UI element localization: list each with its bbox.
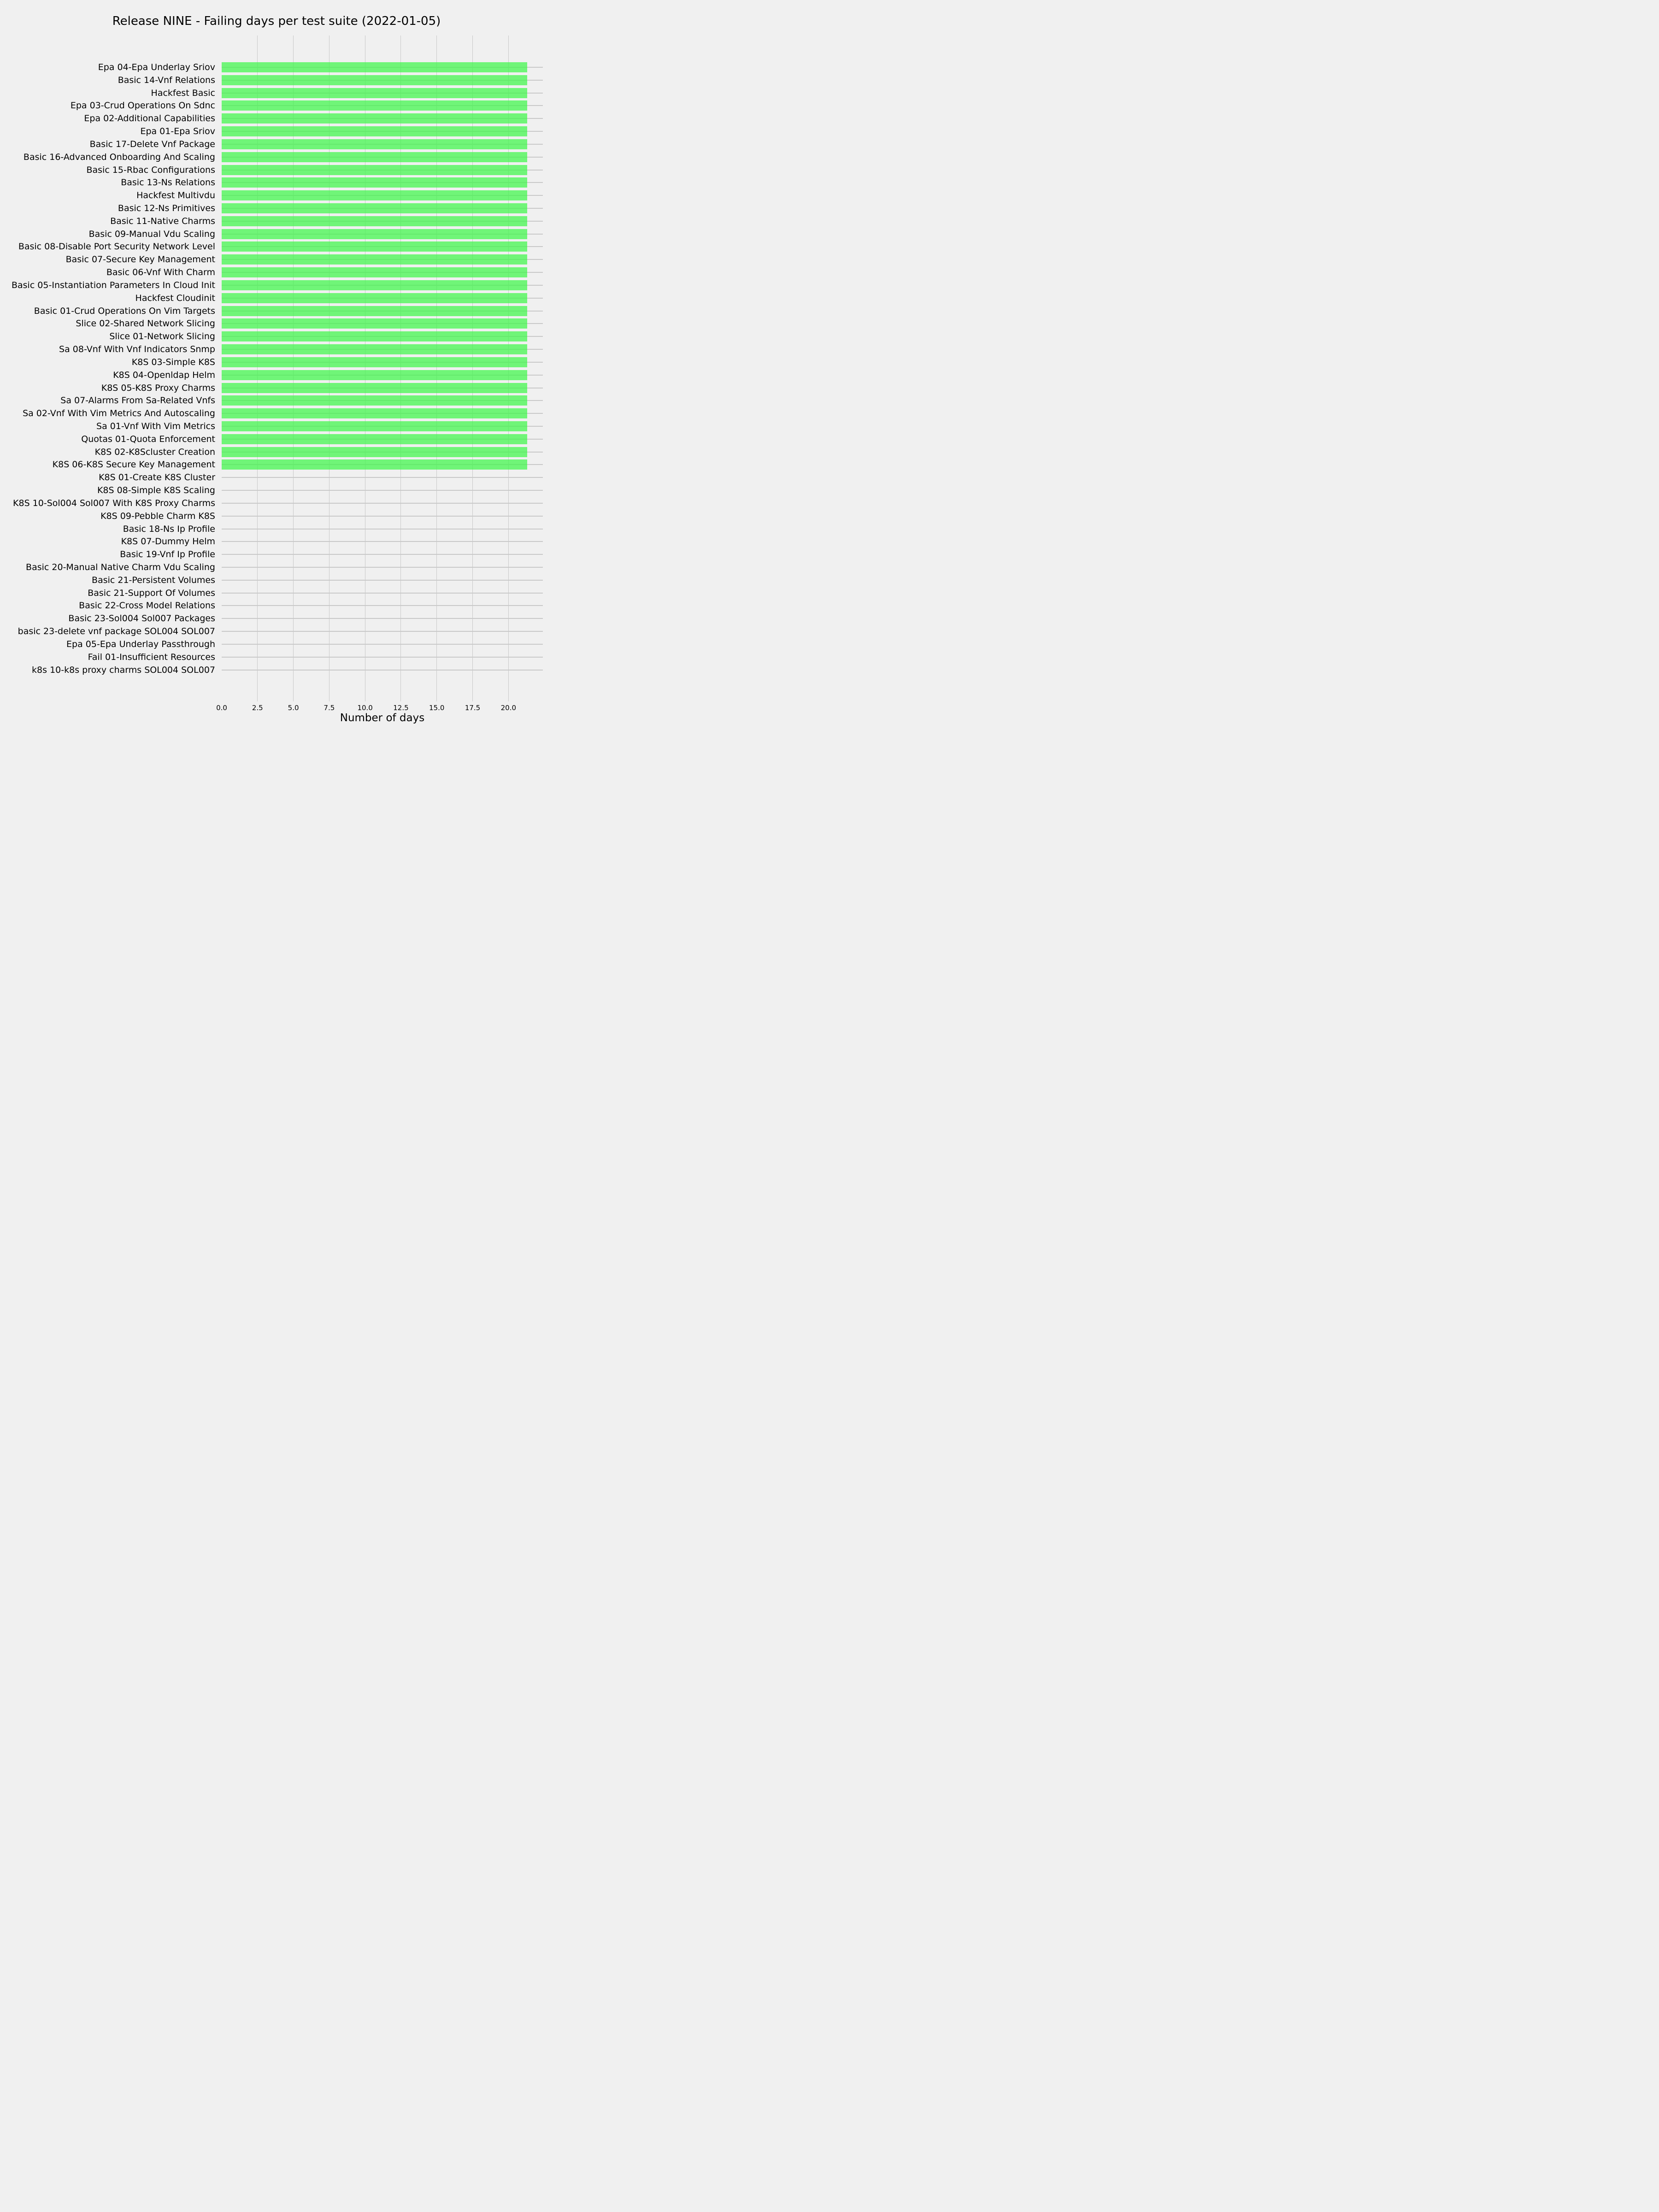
bar bbox=[222, 177, 527, 188]
x-tick-label: 12.5 bbox=[393, 704, 409, 712]
y-tick-label: Epa 03-Crud Operations On Sdnc bbox=[70, 100, 215, 111]
plot-area bbox=[222, 35, 543, 701]
x-axis-label: Number of days bbox=[340, 712, 425, 724]
y-tick-label: Basic 16-Advanced Onboarding And Scaling bbox=[23, 152, 215, 162]
h-gridline bbox=[222, 554, 543, 555]
bar bbox=[222, 408, 527, 418]
y-tick-label: Sa 07-Alarms From Sa-Related Vnfs bbox=[60, 395, 215, 406]
y-tick-label: k8s 10-k8s proxy charms SOL004 SOL007 bbox=[32, 665, 215, 675]
y-tick-label: Basic 18-Ns Ip Profile bbox=[123, 524, 215, 534]
y-tick-label: Quotas 01-Quota Enforcement bbox=[81, 434, 215, 444]
y-tick-label: K8S 08-Simple K8S Scaling bbox=[97, 485, 215, 496]
y-tick-label: Basic 19-Vnf Ip Profile bbox=[120, 549, 215, 560]
bar bbox=[222, 280, 527, 290]
y-tick-label: basic 23-delete vnf package SOL004 SOL007 bbox=[18, 626, 215, 637]
y-tick-label: Hackfest Basic bbox=[151, 88, 215, 98]
y-tick-label: Basic 09-Manual Vdu Scaling bbox=[88, 229, 215, 239]
bar bbox=[222, 165, 527, 175]
y-tick-label: Basic 22-Cross Model Relations bbox=[79, 600, 215, 611]
y-tick-label: Basic 12-Ns Primitives bbox=[118, 203, 215, 214]
h-gridline bbox=[222, 541, 543, 542]
y-tick-label: Epa 04-Epa Underlay Sriov bbox=[98, 62, 215, 72]
y-tick-label: K8S 02-K8Scluster Creation bbox=[94, 447, 215, 457]
bar bbox=[222, 395, 527, 406]
y-tick-label: Basic 11-Native Charms bbox=[110, 216, 215, 226]
y-tick-label: Basic 01-Crud Operations On Vim Targets bbox=[34, 306, 215, 316]
y-tick-label: Sa 08-Vnf With Vnf Indicators Snmp bbox=[59, 344, 215, 355]
bar bbox=[222, 357, 527, 367]
h-gridline bbox=[222, 503, 543, 504]
bar bbox=[222, 152, 527, 162]
y-tick-label: Basic 23-Sol004 Sol007 Packages bbox=[68, 613, 215, 624]
y-tick-label: Basic 13-Ns Relations bbox=[121, 177, 215, 188]
x-tick-label: 17.5 bbox=[465, 704, 481, 712]
h-gridline bbox=[222, 516, 543, 517]
x-tick-label: 5.0 bbox=[288, 704, 299, 712]
y-tick-label: Basic 05-Instantiation Parameters In Cloud Init bbox=[11, 280, 215, 290]
h-gridline bbox=[222, 644, 543, 645]
y-tick-label: Basic 20-Manual Native Charm Vdu Scaling bbox=[26, 562, 215, 572]
bar bbox=[222, 434, 527, 444]
y-tick-label: Hackfest Multivdu bbox=[136, 190, 215, 201]
bar bbox=[222, 344, 527, 354]
bar bbox=[222, 216, 527, 226]
bar bbox=[222, 241, 527, 252]
bar bbox=[222, 459, 527, 470]
bar bbox=[222, 331, 527, 341]
x-tick-label: 15.0 bbox=[429, 704, 445, 712]
h-gridline bbox=[222, 593, 543, 594]
bar bbox=[222, 318, 527, 329]
x-tick-label: 10.0 bbox=[357, 704, 373, 712]
y-tick-label: K8S 04-Openldap Helm bbox=[113, 370, 215, 380]
bar bbox=[222, 421, 527, 431]
bar bbox=[222, 75, 527, 85]
y-tick-label: Sa 02-Vnf With Vim Metrics And Autoscaling bbox=[23, 408, 215, 419]
bar bbox=[222, 88, 527, 98]
h-gridline bbox=[222, 477, 543, 478]
y-tick-label: K8S 06-K8S Secure Key Management bbox=[52, 459, 215, 470]
bar bbox=[222, 383, 527, 393]
chart-title: Release NINE - Failing days per test suite (2022-01-05) bbox=[112, 14, 441, 28]
bar bbox=[222, 254, 527, 265]
y-tick-label: Sa 01-Vnf With Vim Metrics bbox=[96, 421, 215, 431]
y-tick-label: Basic 15-Rbac Configurations bbox=[86, 165, 215, 175]
y-tick-label: K8S 01-Create K8S Cluster bbox=[99, 472, 215, 483]
y-tick-label: Epa 01-Epa Sriov bbox=[140, 126, 215, 137]
bar bbox=[222, 62, 527, 72]
y-tick-label: Epa 02-Additional Capabilities bbox=[84, 113, 215, 124]
y-tick-label: Basic 17-Delete Vnf Package bbox=[89, 139, 215, 149]
h-gridline bbox=[222, 605, 543, 606]
y-tick-label: K8S 07-Dummy Helm bbox=[121, 536, 215, 547]
y-tick-label: Slice 02-Shared Network Slicing bbox=[76, 318, 215, 329]
x-tick-label: 7.5 bbox=[324, 704, 335, 712]
bar bbox=[222, 100, 527, 111]
y-tick-label: K8S 09-Pebble Charm K8S bbox=[100, 511, 215, 521]
bar bbox=[222, 447, 527, 457]
bar bbox=[222, 190, 527, 200]
figure bbox=[0, 0, 553, 737]
x-tick-label: 0.0 bbox=[216, 704, 227, 712]
h-gridline bbox=[222, 670, 543, 671]
bar bbox=[222, 139, 527, 149]
bar bbox=[222, 370, 527, 380]
bar bbox=[222, 229, 527, 239]
bar bbox=[222, 267, 527, 277]
h-gridline bbox=[222, 567, 543, 568]
y-tick-label: K8S 10-Sol004 Sol007 With K8S Proxy Charms bbox=[13, 498, 215, 508]
y-tick-label: Basic 21-Persistent Volumes bbox=[92, 575, 215, 585]
y-tick-label: K8S 05-K8S Proxy Charms bbox=[101, 382, 215, 393]
y-tick-label: Basic 14-Vnf Relations bbox=[118, 75, 215, 85]
y-tick-label: Fail 01-Insufficient Resources bbox=[88, 652, 215, 662]
h-gridline bbox=[222, 618, 543, 619]
y-tick-label: Basic 08-Disable Port Security Network Level bbox=[18, 241, 215, 252]
x-tick-label: 20.0 bbox=[500, 704, 517, 712]
x-tick-label: 2.5 bbox=[252, 704, 263, 712]
bar bbox=[222, 203, 527, 213]
y-tick-label: Slice 01-Network Slicing bbox=[109, 331, 215, 342]
h-gridline bbox=[222, 580, 543, 581]
h-gridline bbox=[222, 657, 543, 658]
bar bbox=[222, 113, 527, 124]
bar bbox=[222, 306, 527, 316]
h-gridline bbox=[222, 631, 543, 632]
y-tick-label: K8S 03-Simple K8S bbox=[131, 357, 215, 367]
y-tick-label: Epa 05-Epa Underlay Passthrough bbox=[66, 639, 215, 649]
y-tick-label: Basic 06-Vnf With Charm bbox=[106, 267, 215, 278]
h-gridline bbox=[222, 490, 543, 491]
y-tick-label: Basic 21-Support Of Volumes bbox=[88, 588, 215, 598]
y-tick-label: Hackfest Cloudinit bbox=[135, 293, 215, 303]
y-tick-label: Basic 07-Secure Key Management bbox=[65, 254, 215, 265]
bar bbox=[222, 126, 527, 136]
bar bbox=[222, 293, 527, 303]
